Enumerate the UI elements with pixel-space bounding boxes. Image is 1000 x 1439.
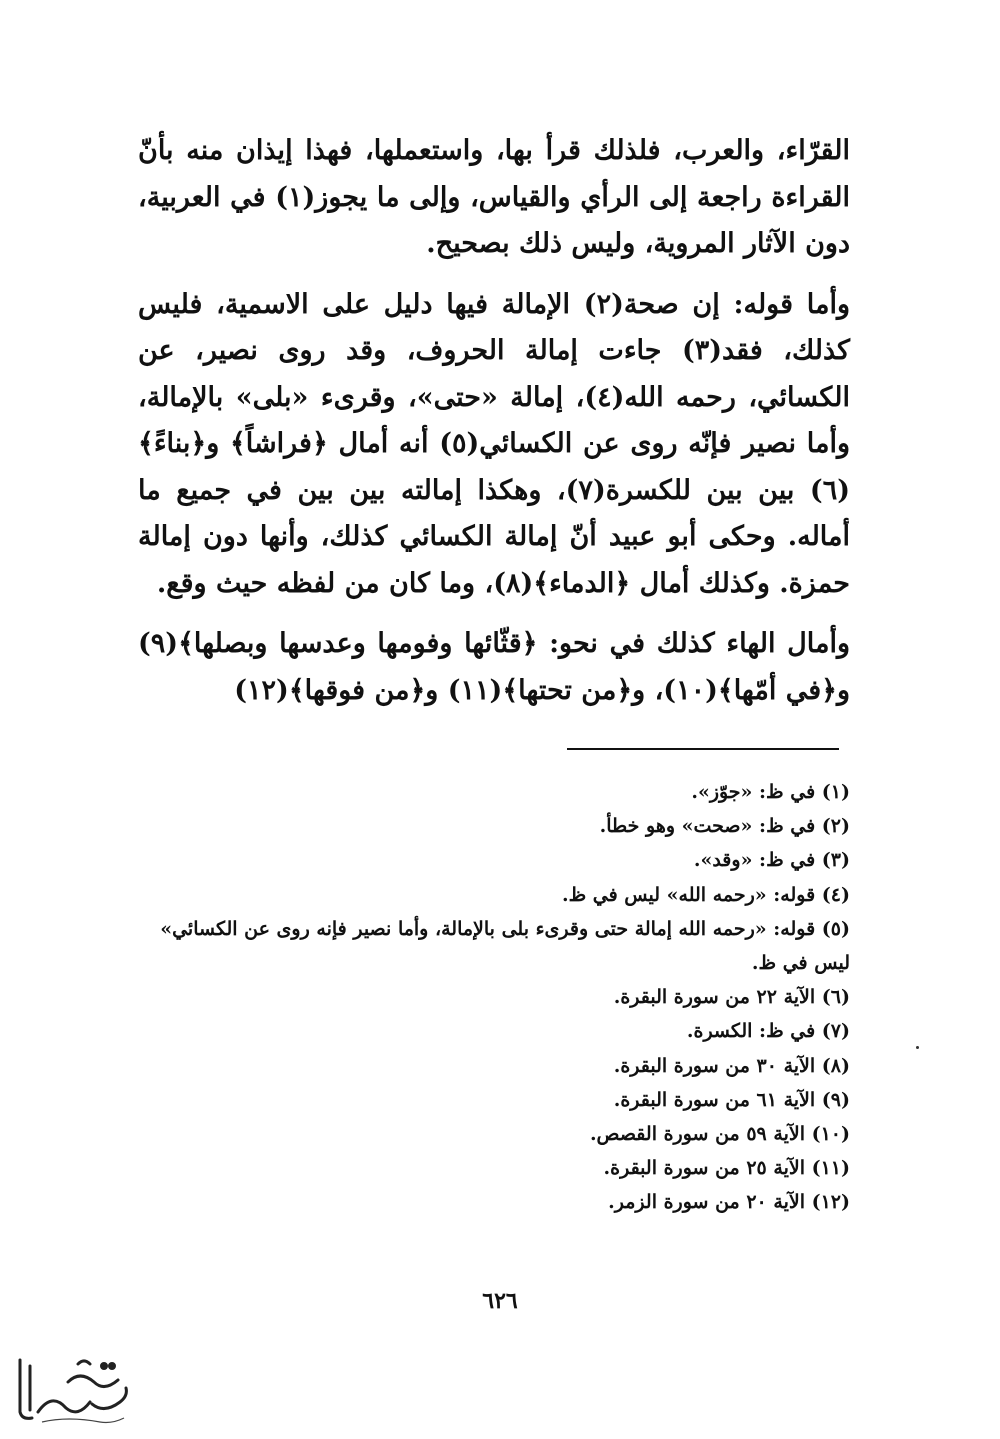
- page-number: ٦٢٦: [482, 1288, 518, 1314]
- calligraphy-stamp-icon: [8, 1352, 138, 1428]
- footnote-item: (٦) الآية ٢٢ من سورة البقرة.: [613, 986, 850, 1009]
- footnote-item: (١) في ظ: «جوّز».: [691, 781, 850, 803]
- footnote-item: (٩) الآية ٦١ من سورة البقرة.: [613, 1088, 850, 1111]
- scan-speck: [916, 1046, 919, 1049]
- footnote-item: (٥) قوله: «رحمه الله إمالة حتى وقرىء بلى بالإمالة، وأما نصير فإنه روى عن الكسائي» ليس في ظ.: [160, 917, 850, 975]
- footnotes-list: [138, 775, 850, 1220]
- footnote-item: (٢) في ظ: «صحت» وهو خطأ.: [599, 815, 850, 838]
- paragraph-3: وأمال الهاء كذلك في نحو: ﴿قثّائها وفومها وعدسها وبصلها﴾(٩) و﴿في أمّها﴾(١٠)، و﴿من تحتها﴾(١١) و﴿من فوقها﴾(١٢): [138, 628, 850, 706]
- watermark-stamp: [8, 1352, 138, 1428]
- footnote-item: (٧) في ظ: الكسرة.: [686, 1020, 850, 1043]
- footnote-item: (٣) في ظ: «وقد».: [693, 849, 850, 872]
- footnote-item: (١٢) الآية ٢٠ من سورة الزمر.: [608, 1191, 850, 1214]
- footnote-item: (٨) الآية ٣٠ من سورة البقرة.: [613, 1054, 850, 1077]
- footnote-item: (١٠) الآية ٥٩ من سورة القصص.: [589, 1123, 850, 1146]
- paragraph-2: وأما قوله: إن صحة(٢) الإمالة فيها دليل على الاسمية، فليس كذلك، فقد(٣) جاءت إمالة الحروف، وقد روى نصير، عن الكسائي، رحمه الله(٤)، إمالة «حتى»، وقرىء «بلى» بالإمالة، وأما نصير فإنّه روى عن الكسائي(٥) أنه أمال ﴿فراشاً﴾ و﴿بناءً﴾(٦) بين بين للكسرة(٧)، وهكذا إمالته بين بين في جميع ما أماله. وحكى أبو عبيد أنّ إمالة الكسائي كذلك، وأنها دون إمالة حمزة. وكذلك أمال ﴿الدماء﴾(٨)، وما كان من لفظه حيث وقع.: [138, 288, 851, 599]
- footnote-item: (١١) الآية ٢٥ من سورة البقرة.: [603, 1157, 850, 1180]
- footnote-item: (٤) قوله: «رحمه الله» ليس في ظ.: [561, 883, 850, 906]
- footnote-divider: [567, 748, 839, 750]
- paragraph-1: القرّاء، والعرب، فلذلك قرأ بها، واستعملها، فهذا إيذان منه بأنّ القراءة راجعة إلى الرأي والقياس، وإلى ما يجوز(١) في العربية، دون الآثار المروية، وليس ذلك بصحيح.: [138, 135, 850, 259]
- main-text: [138, 128, 850, 728]
